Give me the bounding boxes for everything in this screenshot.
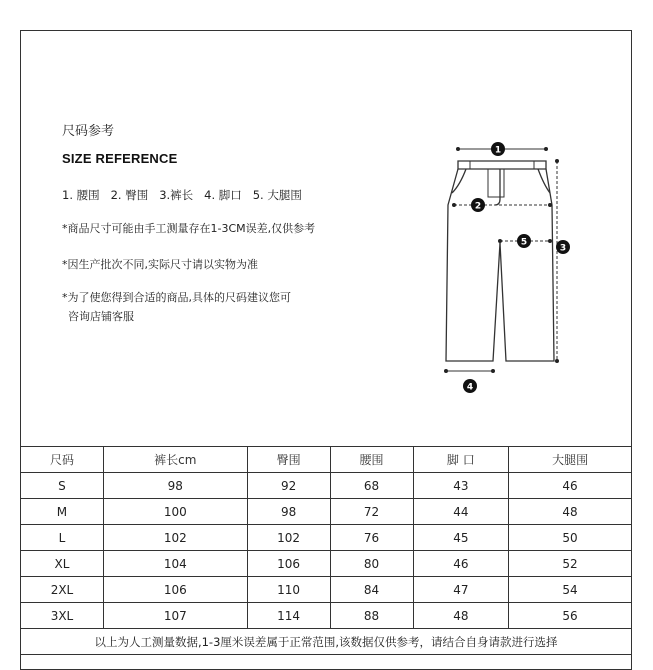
cell-hem: 44 bbox=[413, 499, 509, 525]
cell-length: 100 bbox=[103, 499, 247, 525]
title-english: SIZE REFERENCE bbox=[62, 151, 178, 166]
cell-length: 104 bbox=[103, 551, 247, 577]
cell-size: XL bbox=[21, 551, 104, 577]
waistband-outline bbox=[458, 161, 546, 169]
cell-hip: 98 bbox=[247, 499, 330, 525]
cell-length: 107 bbox=[103, 603, 247, 629]
header-thigh: 大腿围 bbox=[509, 447, 632, 473]
table-row bbox=[21, 577, 632, 603]
marker-4-label: 4 bbox=[466, 382, 474, 393]
marker-5-label: 5 bbox=[520, 237, 528, 248]
cell-hip: 92 bbox=[247, 473, 330, 499]
cell-hem: 48 bbox=[413, 603, 509, 629]
cell-size: M bbox=[21, 499, 104, 525]
cell-length: 98 bbox=[103, 473, 247, 499]
size-table bbox=[20, 446, 632, 655]
cell-hem: 46 bbox=[413, 551, 509, 577]
cell-waist: 80 bbox=[330, 551, 413, 577]
cell-thigh: 56 bbox=[509, 603, 632, 629]
table-header-row bbox=[21, 447, 632, 473]
table-row bbox=[21, 499, 632, 525]
note-error-margin: *商品尺寸可能由手工测量存在1-3CM误差,仅供参考 bbox=[62, 222, 316, 235]
note-contact-line2: 咨询店铺客服 bbox=[68, 310, 134, 323]
cell-hip: 114 bbox=[247, 603, 330, 629]
table-footer-note: 以上为人工测量数据,1-3厘米误差属于正常范围,该数据仅供参考，请结合自身请款进行选择 bbox=[21, 629, 632, 655]
cell-waist: 76 bbox=[330, 525, 413, 551]
cell-waist: 68 bbox=[330, 473, 413, 499]
cell-waist: 84 bbox=[330, 577, 413, 603]
header-size: 尺码 bbox=[21, 447, 104, 473]
header-hip: 臀围 bbox=[247, 447, 330, 473]
note-batch-difference: *因生产批次不同,实际尺寸请以实物为准 bbox=[62, 258, 258, 271]
pants-diagram bbox=[430, 135, 590, 400]
cell-size: L bbox=[21, 525, 104, 551]
cell-thigh: 46 bbox=[509, 473, 632, 499]
marker-3-label: 3 bbox=[559, 243, 567, 254]
left-leg-outline bbox=[446, 169, 500, 361]
cell-hem: 45 bbox=[413, 525, 509, 551]
table-footer-row bbox=[21, 629, 632, 655]
cell-waist: 88 bbox=[330, 603, 413, 629]
cell-waist: 72 bbox=[330, 499, 413, 525]
note-contact-line1: *为了使您得到合适的商品,具体的尺码建议您可 bbox=[62, 291, 291, 304]
cell-thigh: 54 bbox=[509, 577, 632, 603]
marker-1-label: 1 bbox=[494, 145, 502, 156]
table-row bbox=[21, 473, 632, 499]
cell-length: 106 bbox=[103, 577, 247, 603]
title-chinese: 尺码参考 bbox=[62, 124, 115, 139]
cell-thigh: 52 bbox=[509, 551, 632, 577]
cell-thigh: 48 bbox=[509, 499, 632, 525]
cell-length: 102 bbox=[103, 525, 247, 551]
table-row bbox=[21, 603, 632, 629]
cell-hip: 102 bbox=[247, 525, 330, 551]
coin-pocket bbox=[488, 169, 504, 197]
cell-hem: 43 bbox=[413, 473, 509, 499]
header-waist: 腰围 bbox=[330, 447, 413, 473]
table-row bbox=[21, 525, 632, 551]
cell-size: S bbox=[21, 473, 104, 499]
header-hem: 脚 口 bbox=[413, 447, 509, 473]
note-contact-service bbox=[62, 288, 362, 326]
measurement-parts-list: 1. 腰围 2. 臀围 3.裤长 4. 脚口 5. 大腿围 bbox=[62, 188, 302, 202]
cell-hem: 47 bbox=[413, 577, 509, 603]
fly-line bbox=[495, 169, 500, 205]
marker-2-label: 2 bbox=[474, 201, 482, 212]
cell-size: 2XL bbox=[21, 577, 104, 603]
cell-hip: 110 bbox=[247, 577, 330, 603]
cell-hip: 106 bbox=[247, 551, 330, 577]
table-row bbox=[21, 551, 632, 577]
cell-size: 3XL bbox=[21, 603, 104, 629]
header-length: 裤长cm bbox=[103, 447, 247, 473]
cell-thigh: 50 bbox=[509, 525, 632, 551]
right-leg-outline bbox=[500, 169, 554, 361]
